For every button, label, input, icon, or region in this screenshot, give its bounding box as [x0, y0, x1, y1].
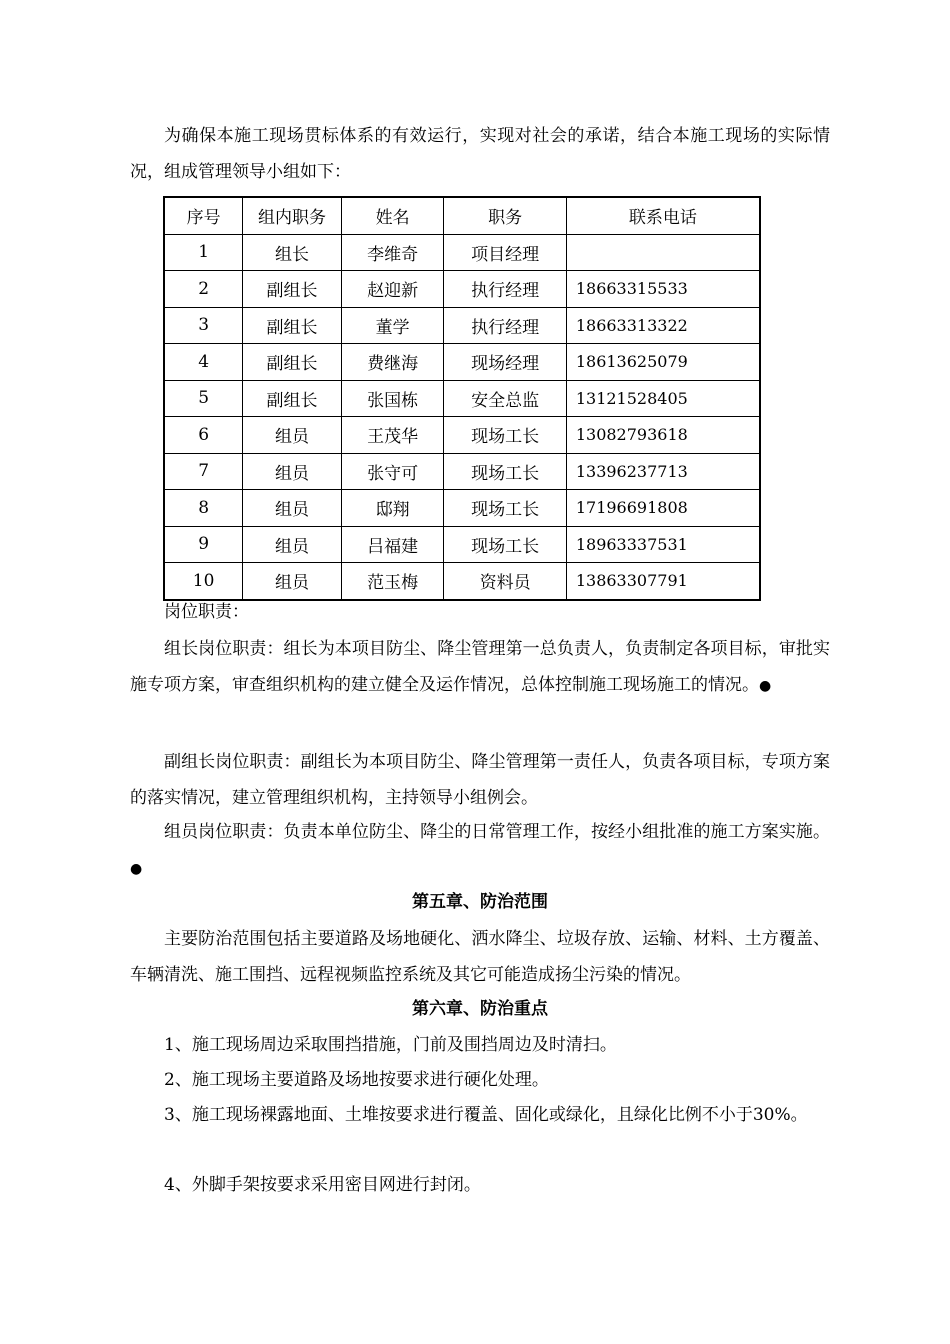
cell-position: 执行经理	[444, 307, 566, 344]
table-row	[164, 490, 760, 527]
cell-group-role: 组员	[243, 453, 342, 490]
leadership-table	[163, 196, 761, 601]
leader-duty-text: 组长岗位职责：组长为本项目防尘、降尘管理第一总负责人，负责制定各项目标，审批实施专项方案，审查组织机构的建立健全及运作情况，总体控制施工现场施工的情况。	[130, 639, 830, 695]
cell-group-role: 组员	[243, 417, 342, 454]
cell-index: 10	[164, 563, 243, 600]
cell-position: 现场工长	[444, 526, 566, 563]
cell-phone: 13121528405	[566, 380, 760, 417]
cell-phone: 18663315533	[566, 271, 760, 308]
cell-phone: 18963337531	[566, 526, 760, 563]
cell-name: 赵迎新	[341, 271, 444, 308]
cell-index: 3	[164, 307, 243, 344]
table-row	[164, 271, 760, 308]
cell-group-role: 组长	[243, 234, 342, 271]
cell-index: 2	[164, 271, 243, 308]
chapter6-item-2: 2、施工现场主要道路及场地按要求进行硬化处理。	[164, 1070, 549, 1090]
deputy-duty-paragraph: 副组长岗位职责：副组长为本项目防尘、降尘管理第一责任人，负责各项目标，专项方案的落实情况，建立管理组织机构，主持领导小组例会。	[130, 752, 830, 808]
cell-phone: 18663313322	[566, 307, 760, 344]
cell-position: 现场工长	[444, 417, 566, 454]
table-row	[164, 526, 760, 563]
cell-index: 5	[164, 380, 243, 417]
intro-paragraph: 为确保本施工现场贯标体系的有效运行，实现对社会的承诺，结合本施工现场的实际情况，组成管理领导小组如下：	[130, 126, 830, 182]
table-row	[164, 380, 760, 417]
cell-group-role: 副组长	[243, 307, 342, 344]
chapter6-item-4: 4、外脚手架按要求采用密目网进行封闭。	[164, 1175, 481, 1195]
bullet-dot: ●	[759, 678, 772, 694]
table-row	[164, 234, 760, 271]
header-phone: 联系电话	[566, 197, 760, 234]
chapter6-item-3: 3、施工现场裸露地面、土堆按要求进行覆盖、固化或绿化，且绿化比例不小于30%。	[164, 1105, 808, 1125]
table-row	[164, 344, 760, 381]
cell-group-role: 副组长	[243, 344, 342, 381]
leader-duty-paragraph	[130, 631, 830, 704]
chapter6-item-1: 1、施工现场周边采取围挡措施，门前及围挡周边及时清扫。	[164, 1035, 617, 1055]
cell-phone: 18613625079	[566, 344, 760, 381]
header-position: 职务	[444, 197, 566, 234]
header-group-role: 组内职务	[243, 197, 342, 234]
cell-index: 9	[164, 526, 243, 563]
cell-position: 现场工长	[444, 490, 566, 527]
cell-index: 4	[164, 344, 243, 381]
table-row	[164, 307, 760, 344]
table-row	[164, 417, 760, 454]
cell-name: 李维奇	[341, 234, 444, 271]
cell-position: 现场工长	[444, 453, 566, 490]
cell-index: 6	[164, 417, 243, 454]
cell-name: 董学	[341, 307, 444, 344]
cell-phone: 13396237713	[566, 453, 760, 490]
table-row	[164, 563, 760, 600]
cell-name: 费继海	[341, 344, 444, 381]
cell-position: 执行经理	[444, 271, 566, 308]
chapter5-paragraph: 主要防治范围包括主要道路及场地硬化、洒水降尘、垃圾存放、运输、材料、土方覆盖、车辆清洗、施工围挡、远程视频监控系统及其它可能造成扬尘污染的情况。	[130, 929, 830, 985]
member-duty-text: 组员岗位职责：负责本单位防尘、降尘的日常管理工作，按经小组批准的施工方案实施。	[164, 822, 830, 842]
cell-phone: 13082793618	[566, 417, 760, 454]
duties-title: 岗位职责：	[164, 602, 249, 622]
cell-position: 安全总监	[444, 380, 566, 417]
cell-name: 张守可	[341, 453, 444, 490]
cell-phone	[566, 234, 760, 271]
cell-group-role: 组员	[243, 526, 342, 563]
chapter5-title: 第五章、防治范围	[412, 892, 548, 912]
chapter6-title: 第六章、防治重点	[412, 999, 548, 1019]
cell-name: 张国栋	[341, 380, 444, 417]
cell-name: 邸翔	[341, 490, 444, 527]
cell-phone: 13863307791	[566, 563, 760, 600]
cell-phone: 17196691808	[566, 490, 760, 527]
cell-name: 吕福建	[341, 526, 444, 563]
cell-position: 项目经理	[444, 234, 566, 271]
cell-position: 资料员	[444, 563, 566, 600]
cell-index: 8	[164, 490, 243, 527]
bullet-dot: ●	[130, 861, 143, 877]
table-header-row	[164, 197, 760, 234]
header-name: 姓名	[341, 197, 444, 234]
cell-group-role: 副组长	[243, 271, 342, 308]
cell-index: 1	[164, 234, 243, 271]
table-row	[164, 453, 760, 490]
cell-position: 现场经理	[444, 344, 566, 381]
cell-index: 7	[164, 453, 243, 490]
cell-group-role: 组员	[243, 563, 342, 600]
cell-name: 王茂华	[341, 417, 444, 454]
header-index: 序号	[164, 197, 243, 234]
cell-name: 范玉梅	[341, 563, 444, 600]
member-duty-paragraph	[130, 814, 830, 887]
cell-group-role: 副组长	[243, 380, 342, 417]
cell-group-role: 组员	[243, 490, 342, 527]
